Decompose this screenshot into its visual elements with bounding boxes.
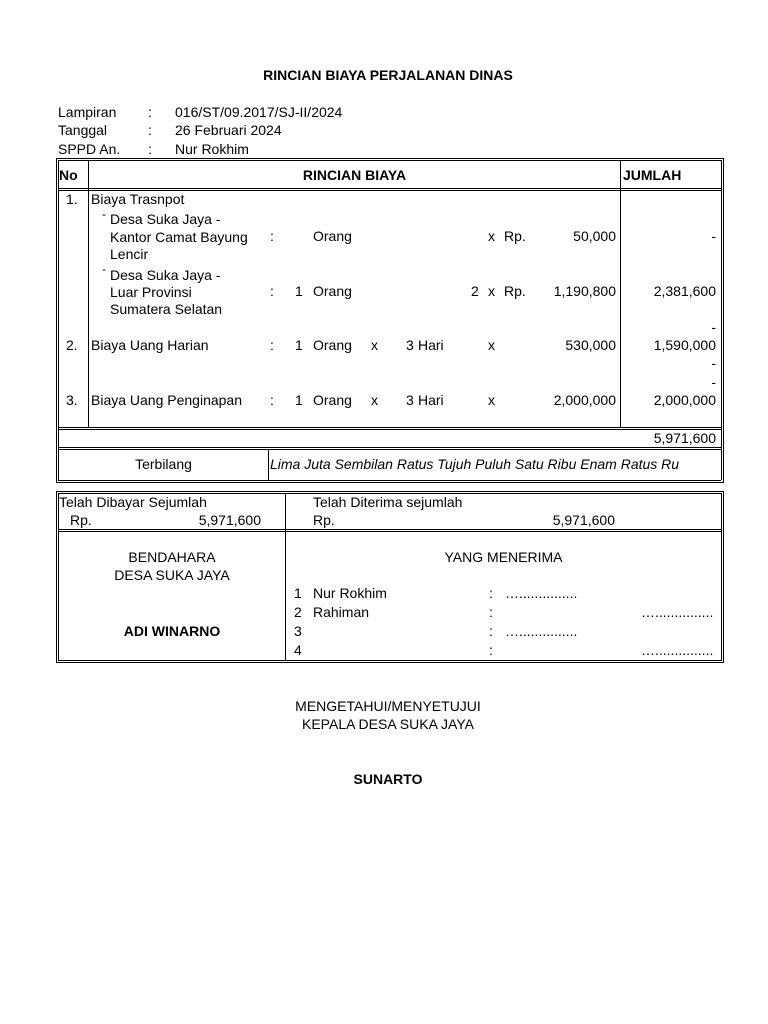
tanggal-value: 26 Februari 2024 [175,122,282,138]
total-dash: - [711,374,716,390]
row-total: 2,000,000 [653,392,716,408]
paid-currency: Rp. [70,512,92,528]
colon: : [489,604,493,620]
route-line: Kantor Camat Bayung [110,229,248,245]
column-header-no: No [59,167,78,183]
unit-price: 50,000 [573,228,616,244]
row-total: 1,590,000 [653,337,716,353]
route-line: Sumatera Selatan [110,301,223,317]
colon: : [489,642,493,658]
colon: : [148,122,152,138]
total-dash: - [711,355,716,371]
paid-amount: 5,971,600 [198,512,261,528]
lampiran-label: Lampiran [58,104,117,120]
treasurer-name: ADI WINARNO [123,623,221,639]
currency: Rp. [504,283,526,299]
sppd-value: Nur Rokhim [175,141,249,157]
colon: : [489,585,493,601]
grand-total: 5,971,600 [653,430,716,446]
multiply-sign: x [488,283,495,299]
unit-price: 530,000 [565,337,616,353]
row-label: Biaya Uang Penginapan [91,392,243,408]
received-currency: Rp. [313,512,335,528]
column-header-jumlah: JUMLAH [623,167,682,183]
currency: Rp. [504,228,526,244]
treasurer-title: BENDAHARA [128,549,216,565]
route-line: Luar Provinsi [110,284,192,300]
total-dash: - [711,319,716,335]
trip-count: 2 [471,283,479,299]
recipient-number: 2 [294,604,302,620]
unit-price: 1,190,800 [553,283,616,299]
multiply-sign: x [371,392,378,408]
row-number: 2. [66,337,78,353]
recipient-title: YANG MENERIMA [444,549,563,565]
colon: : [270,392,274,408]
colon: : [489,623,493,639]
treasurer-office: DESA SUKA JAYA [114,567,230,583]
day-count: 3 [406,337,414,353]
row-total: 2,381,600 [653,283,716,299]
quantity: 1 [295,283,303,299]
approval-office: KEPALA DESA SUKA JAYA [302,716,474,732]
quantity: 1 [295,392,303,408]
row-label: Biaya Uang Harian [91,337,209,353]
colon: : [270,228,274,244]
colon: : [270,283,274,299]
multiply-sign: x [488,392,495,408]
row-total: - [711,228,716,244]
terbilang-label: Terbilang [135,456,192,472]
approval-line: MENGETAHUI/MENYETUJUI [295,698,481,714]
colon: : [148,104,152,120]
recipient-number: 3 [294,623,302,639]
day-unit: Hari [418,337,444,353]
received-amount: 5,971,600 [552,512,615,528]
paid-label: Telah Dibayar Sejumlah [59,494,207,510]
row-label: Biaya Trasnpot [91,191,185,207]
multiply-sign: x [488,228,495,244]
day-count: 3 [406,392,414,408]
recipient-name: Nur Rokhim [313,585,387,601]
route-line: Lencir [110,246,149,262]
route-line: Desa Suka Jaya - [110,211,221,227]
signature-line: …............... [641,604,714,620]
row-number: 1. [66,191,78,207]
unit: Orang [313,283,352,299]
recipient-number: 1 [294,585,302,601]
unit: Orang [313,228,352,244]
multiply-sign: x [371,337,378,353]
approver-name: SUNARTO [353,771,423,787]
tanggal-label: Tanggal [58,122,108,138]
sppd-label: SPPD An. [58,141,121,157]
row-number: 3. [66,392,78,408]
column-header-rincian: RINCIAN BIAYA [302,167,407,183]
unit: Orang [313,392,352,408]
day-unit: Hari [418,392,444,408]
signature-line: …............... [641,642,714,658]
recipient-name: Rahiman [313,604,370,620]
unit: Orang [313,337,352,353]
received-label: Telah Diterima sejumlah [313,494,463,510]
lampiran-value: 016/ST/09.2017/SJ-II/2024 [175,104,343,120]
colon: : [270,337,274,353]
signature-line: …............... [505,623,578,639]
route-line: Desa Suka Jaya - [110,267,221,283]
bullet-dash: - [102,207,106,221]
document-title: RINCIAN BIAYA PERJALANAN DINAS [263,67,513,83]
multiply-sign: x [488,337,495,353]
terbilang-value: Lima Juta Sembilan Ratus Tujuh Puluh Satu Ribu Enam Ratus Ru [270,456,680,472]
signature-line: …............... [505,585,578,601]
unit-price: 2,000,000 [553,392,616,408]
quantity: 1 [295,337,303,353]
bullet-dash: - [102,262,106,276]
recipient-number: 4 [294,642,302,658]
colon: : [148,141,152,157]
